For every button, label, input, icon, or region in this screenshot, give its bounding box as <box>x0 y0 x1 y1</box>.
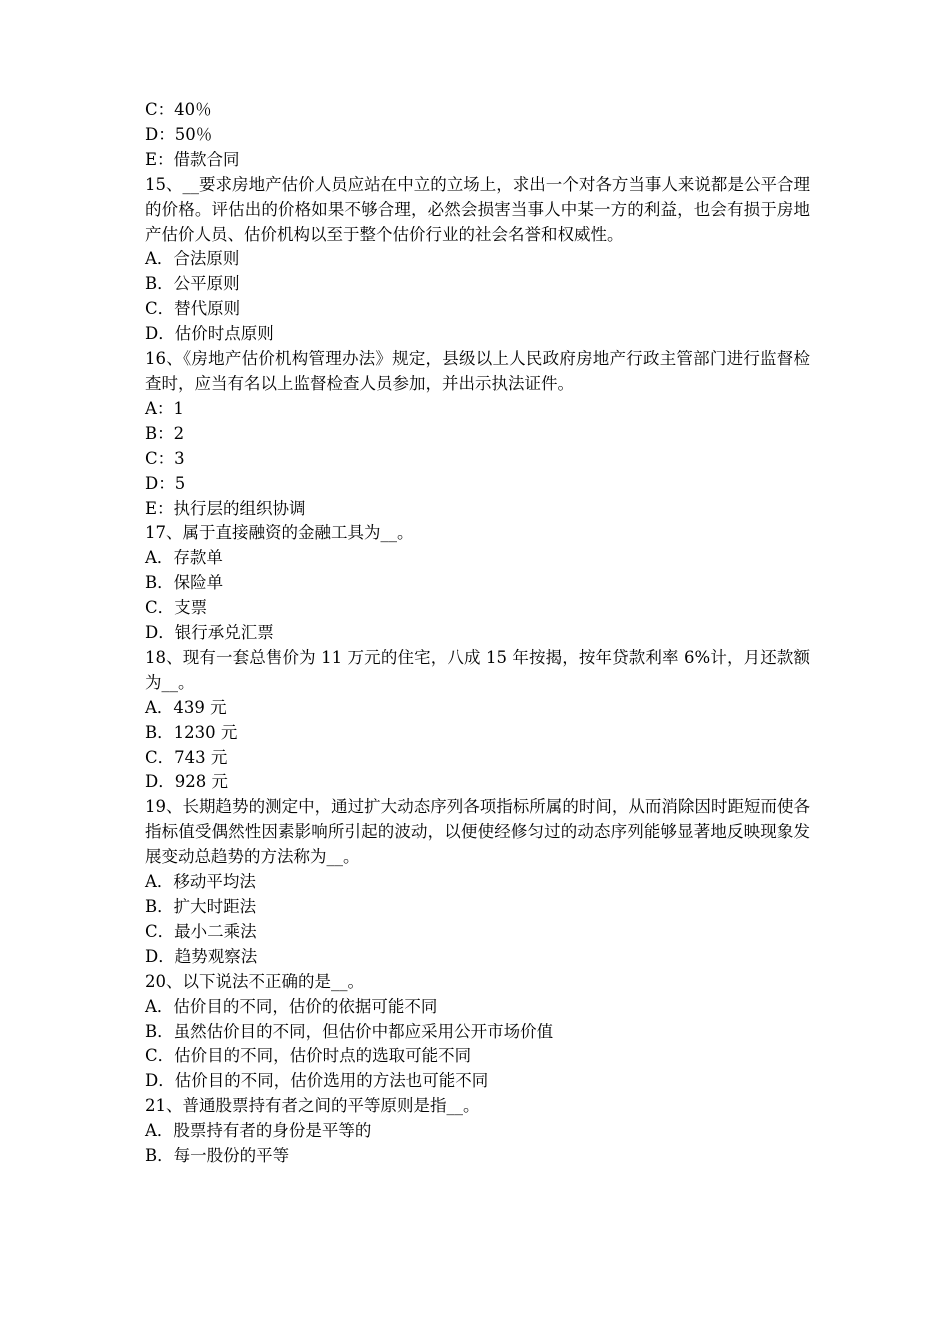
option-a-q19: A．移动平均法 <box>145 872 256 892</box>
question-15: 15、__要求房地产估价人员应站在中立的立场上，求出一个对各方当事人来说都是公平合理的价格。评估出的价格如果不够合理，必然会损害当事人中某一方的利益，也会有损于房地产估价人员、估价机构以至于整个估价行业的社会名誉和权威性。 <box>145 174 810 244</box>
option-c-q19: C．最小二乘法 <box>145 921 257 941</box>
option-b-q18: B．1230 元 <box>145 722 238 742</box>
question-17: 17、属于直接融资的金融工具为__。 <box>145 523 414 543</box>
option-d-q20: D．估价目的不同，估价选用的方法也可能不同 <box>145 1071 489 1091</box>
option-c-q15: C．替代原则 <box>145 299 241 319</box>
question-21: 21、普通股票持有者之间的平等原则是指__。 <box>145 1096 480 1116</box>
option-d-q16: D：5 <box>145 473 186 493</box>
option-e-q16: E：执行层的组织协调 <box>145 498 306 518</box>
option-d-q15: D．估价时点原则 <box>145 324 274 344</box>
option-a-q16: A：1 <box>145 398 184 418</box>
option-b-q19: B．扩大时距法 <box>145 897 257 916</box>
option-a-q21: A．股票持有者的身份是平等的 <box>145 1121 372 1141</box>
option-e-q14: E：借款合同 <box>145 149 240 169</box>
question-19: 19、长期趋势的测定中，通过扩大动态序列各项指标所属的时间，从而消除因时距短而使各指标值受偶然性因素影响所引起的波动，以便使经修匀过的动态序列能够显著地反映现象发展变动总趋势的方法称为__。 <box>145 797 810 867</box>
option-c-q16: C：3 <box>145 448 185 468</box>
option-b-q17: B．保险单 <box>145 573 224 593</box>
question-16: 16、《房地产估价机构管理办法》规定，县级以上人民政府房地产行政主管部门进行监督检查时，应当有名以上监督检查人员参加，并出示执法证件。 <box>145 349 810 393</box>
option-a-q18: A．439 元 <box>145 697 227 717</box>
option-b-q21: B．每一股份的平等 <box>145 1146 290 1166</box>
option-a-q15: A．合法原则 <box>145 249 240 269</box>
document-page <box>145 98 810 1169</box>
option-a-q17: A．存款单 <box>145 548 223 568</box>
option-d-q18: D．928 元 <box>145 772 228 792</box>
option-c-q17: C．支票 <box>145 598 208 618</box>
option-c-q18: C．743 元 <box>145 747 228 767</box>
option-b-q15: B．公平原则 <box>145 274 240 294</box>
option-b-q20: B．虽然估价目的不同，但估价中都应采用公开市场价值 <box>145 1021 554 1041</box>
option-c-q14: C：40％ <box>145 100 212 119</box>
option-d-q17: D．银行承兑汇票 <box>145 623 274 643</box>
question-20: 20、以下说法不正确的是__。 <box>145 971 364 991</box>
option-c-q20: C．估价目的不同，估价时点的选取可能不同 <box>145 1046 472 1066</box>
option-a-q20: A．估价目的不同，估价的依据可能不同 <box>145 996 438 1016</box>
option-b-q16: B：2 <box>145 423 185 443</box>
option-d-q19: D．趋势观察法 <box>145 946 258 966</box>
option-d-q14: D：50％ <box>145 124 213 144</box>
question-18: 18、现有一套总售价为 11 万元的住宅，八成 15 年按揭，按年贷款利率 6%计，月还款额为__。 <box>145 647 810 692</box>
